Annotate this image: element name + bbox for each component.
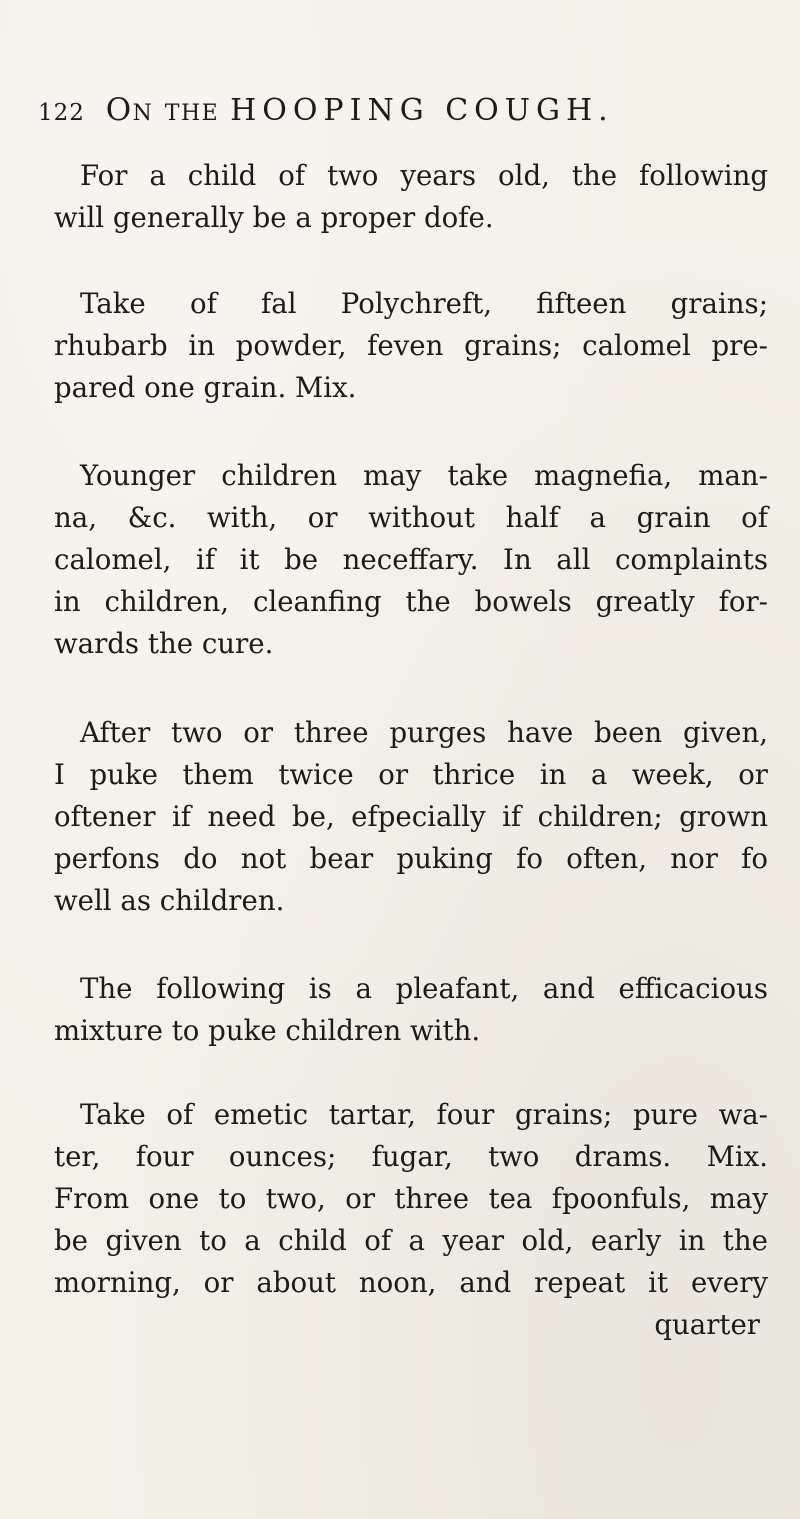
text-line: calomel, if it be neceffary. In all complaints [54,543,768,576]
text-line: After two or three purges have been given, [80,716,768,749]
text-line: be given to a child of a year old, early in the [54,1224,768,1257]
paragraph-dose [54,155,768,239]
text-line: morning, or about noon, and repeat it every [54,1266,768,1299]
catchword: quarter [654,1308,760,1341]
paragraph-purges [54,712,768,922]
text-line: na, &c. with, or without half a grain of [54,501,768,534]
text-line: pared one grain. Mix. [54,371,357,404]
running-head-prefix: On the [105,92,220,128]
text-line: ter, four ounces; fugar, two drams. Mix. [54,1140,768,1173]
text-line: perfons do not bear puking fo often, nor fo [54,842,768,875]
running-head-title: HOOPING COUGH. [230,93,614,128]
text-line: I puke them twice or thrice in a week, or [54,758,768,791]
page-number: 122 [38,100,85,126]
text-line: oftener if need be, efpecially if children; grown [54,800,768,833]
paragraph-emetic-tartar [54,1094,768,1346]
text-line: well as children. [54,884,285,917]
paragraph-pleasant-mixture [54,968,768,1052]
text-line: Younger children may take magnefia, man- [80,459,768,492]
text-line: Take of fal Polychreft, fifteen grains; [80,287,768,320]
paragraph-younger-children [54,455,768,665]
text-line: The following is a pleafant, and efficacious [80,972,768,1005]
text-line: wards the cure. [54,627,274,660]
text-line: Take of emetic tartar, four grains; pure wa- [80,1098,768,1131]
text-line: in children, cleanfing the bowels greatly for- [54,585,768,618]
running-head [38,92,758,128]
text-line: rhubarb in powder, feven grains; calomel pre- [54,329,768,362]
text-line: From one to two, or three tea fpoonfuls, may [54,1182,768,1215]
text-line: will generally be a proper dofe. [54,201,494,234]
text-line: mixture to puke children with. [54,1014,481,1047]
paragraph-recipe-polychrest [54,283,768,409]
text-line: For a child of two years old, the following [80,159,768,192]
